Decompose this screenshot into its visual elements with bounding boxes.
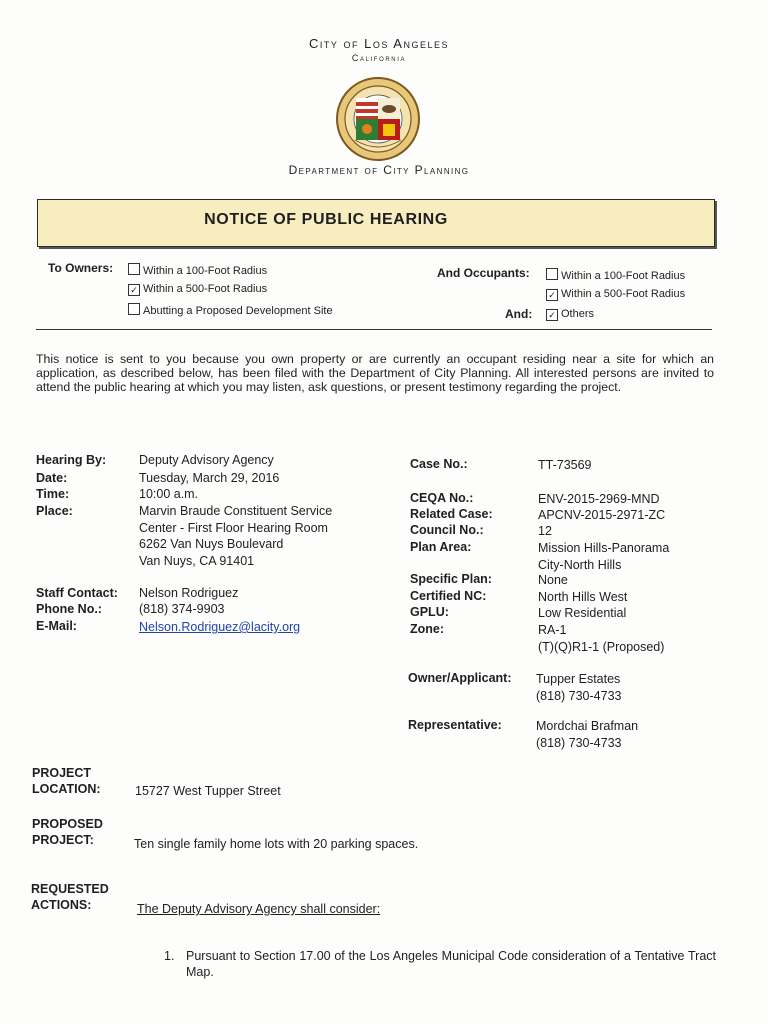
gplu-label: GPLU: bbox=[410, 605, 449, 619]
related-case-value: APCNV-2015-2971-ZC bbox=[538, 508, 666, 522]
occupants-option-100ft[interactable] bbox=[546, 268, 685, 282]
zone-value bbox=[538, 622, 664, 655]
related-case-label: Related Case: bbox=[410, 507, 493, 521]
occupants-500ft-label: Within a 500-Foot Radius bbox=[561, 288, 686, 300]
council-value: 12 bbox=[538, 524, 552, 538]
representative-label: Representative: bbox=[408, 718, 502, 732]
proposed-project-label-line: PROJECT: bbox=[32, 833, 94, 847]
occupants-option-500ft[interactable] bbox=[546, 288, 685, 301]
certified-nc-label: Certified NC: bbox=[410, 589, 487, 603]
requested-actions-label bbox=[31, 881, 109, 913]
time-value: 10:00 a.m. bbox=[139, 487, 199, 501]
owners-500ft-label: Within a 500-Foot Radius bbox=[143, 283, 268, 295]
owners-option-500ft[interactable] bbox=[128, 283, 267, 296]
specific-plan-label: Specific Plan: bbox=[410, 572, 492, 586]
zone-line: RA-1 bbox=[538, 623, 567, 637]
owners-500ft-checkbox[interactable]: ✓ bbox=[128, 284, 140, 296]
rep-line: (818) 730-4733 bbox=[536, 735, 622, 750]
representative-value bbox=[536, 718, 638, 751]
city-name: City of Los Angeles bbox=[309, 36, 449, 51]
owners-abutting-label: Abutting a Proposed Development Site bbox=[143, 305, 333, 317]
phone-label: Phone No.: bbox=[36, 602, 102, 616]
time-label: Time: bbox=[36, 487, 70, 501]
plan-area-label: Plan Area: bbox=[410, 540, 472, 554]
date-label: Date: bbox=[36, 471, 68, 485]
date-value: Tuesday, March 29, 2016 bbox=[139, 471, 280, 485]
requested-actions-label-line: ACTIONS: bbox=[31, 898, 92, 912]
owners-100ft-label: Within a 100-Foot Radius bbox=[143, 265, 268, 277]
place-label: Place: bbox=[36, 504, 73, 518]
occupants-others-label: Others bbox=[561, 308, 595, 320]
ceqa-value: ENV-2015-2969-MND bbox=[538, 492, 660, 506]
proposed-project-label bbox=[32, 816, 103, 848]
owner-applicant-value bbox=[536, 671, 621, 704]
zone-label: Zone: bbox=[410, 622, 445, 636]
proposed-project-label-line: PROPOSED bbox=[32, 817, 103, 831]
owners-option-abutting[interactable] bbox=[128, 303, 333, 317]
department-name: Department of City Planning bbox=[288, 163, 470, 177]
owner-line: Tupper Estates bbox=[536, 672, 621, 686]
project-location-label bbox=[32, 765, 101, 797]
intro-paragraph: This notice is sent to you because you own property or are currently an occupant residing near a site for which an application, as described below, has been filed with the Department of City Planning. All interested persons are invited to attend the public hearing at which you may listen, ask questions, or present testimony regarding the project. bbox=[36, 352, 714, 394]
occupants-others-checkbox[interactable]: ✓ bbox=[546, 309, 558, 321]
rep-line: Mordchai Brafman bbox=[536, 719, 639, 733]
place-line: Van Nuys, CA 91401 bbox=[139, 553, 255, 568]
place-value bbox=[139, 503, 399, 569]
requested-actions-intro: The Deputy Advisory Agency shall consider: bbox=[137, 902, 381, 916]
project-location-value: 15727 West Tupper Street bbox=[135, 784, 281, 798]
phone-value: (818) 374-9903 bbox=[139, 602, 225, 616]
owner-line: (818) 730-4733 bbox=[536, 688, 622, 703]
specific-plan-value: None bbox=[538, 573, 568, 587]
project-location-label-line: LOCATION: bbox=[32, 782, 101, 796]
occupants-500ft-checkbox[interactable]: ✓ bbox=[546, 289, 558, 301]
place-line: 6262 Van Nuys Boulevard bbox=[139, 537, 284, 551]
action-item-number: 1. bbox=[164, 949, 175, 963]
and-label: And: bbox=[505, 307, 533, 321]
case-no-label: Case No.: bbox=[410, 457, 468, 471]
to-owners-label: To Owners: bbox=[48, 261, 114, 275]
state-name: California bbox=[351, 53, 407, 63]
plan-area-line: City-North Hills bbox=[538, 557, 622, 572]
ceqa-label: CEQA No.: bbox=[410, 491, 474, 505]
action-item-text: Pursuant to Section 17.00 of the Los Angeles Municipal Code consideration of a Tentative Tract Map. bbox=[186, 949, 716, 979]
occupants-100ft-label: Within a 100-Foot Radius bbox=[561, 270, 686, 282]
plan-area-line: Mission Hills-Panorama bbox=[538, 541, 670, 555]
owners-option-100ft[interactable] bbox=[128, 263, 267, 277]
staff-contact-value: Nelson Rodriguez bbox=[139, 586, 239, 600]
city-seal-icon bbox=[335, 76, 421, 162]
notice-title: NOTICE OF PUBLIC HEARING bbox=[204, 211, 448, 228]
action-item bbox=[164, 948, 716, 980]
proposed-project-value: Ten single family home lots with 20 parking spaces. bbox=[134, 837, 419, 851]
staff-contact-label: Staff Contact: bbox=[36, 586, 118, 600]
and-occupants-label: And Occupants: bbox=[437, 266, 530, 280]
email-label: E-Mail: bbox=[36, 619, 77, 633]
plan-area-value bbox=[538, 540, 669, 573]
owners-100ft-checkbox[interactable] bbox=[128, 263, 140, 275]
occupants-option-others[interactable] bbox=[546, 308, 594, 321]
requested-actions-label-line: REQUESTED bbox=[31, 882, 109, 896]
project-location-label-line: PROJECT bbox=[32, 766, 92, 780]
place-line: Center - First Floor Hearing Room bbox=[139, 520, 328, 535]
occupants-100ft-checkbox[interactable] bbox=[546, 268, 558, 280]
owners-abutting-checkbox[interactable] bbox=[128, 303, 140, 315]
certified-nc-value: North Hills West bbox=[538, 590, 628, 604]
zone-line: (T)(Q)R1-1 (Proposed) bbox=[538, 639, 665, 654]
case-no-value: TT-73569 bbox=[538, 458, 592, 472]
hearing-labels bbox=[36, 452, 146, 469]
council-label: Council No.: bbox=[410, 523, 484, 537]
place-line: Marvin Braude Constituent Service bbox=[139, 504, 333, 518]
divider bbox=[36, 329, 712, 330]
email-link[interactable]: Nelson.Rodriguez@lacity.org bbox=[139, 620, 301, 634]
owner-applicant-label: Owner/Applicant: bbox=[408, 671, 512, 685]
hearing-by-value: Deputy Advisory Agency bbox=[139, 453, 274, 467]
gplu-value: Low Residential bbox=[538, 606, 627, 620]
hearing-by-label: Hearing By: bbox=[36, 453, 107, 467]
